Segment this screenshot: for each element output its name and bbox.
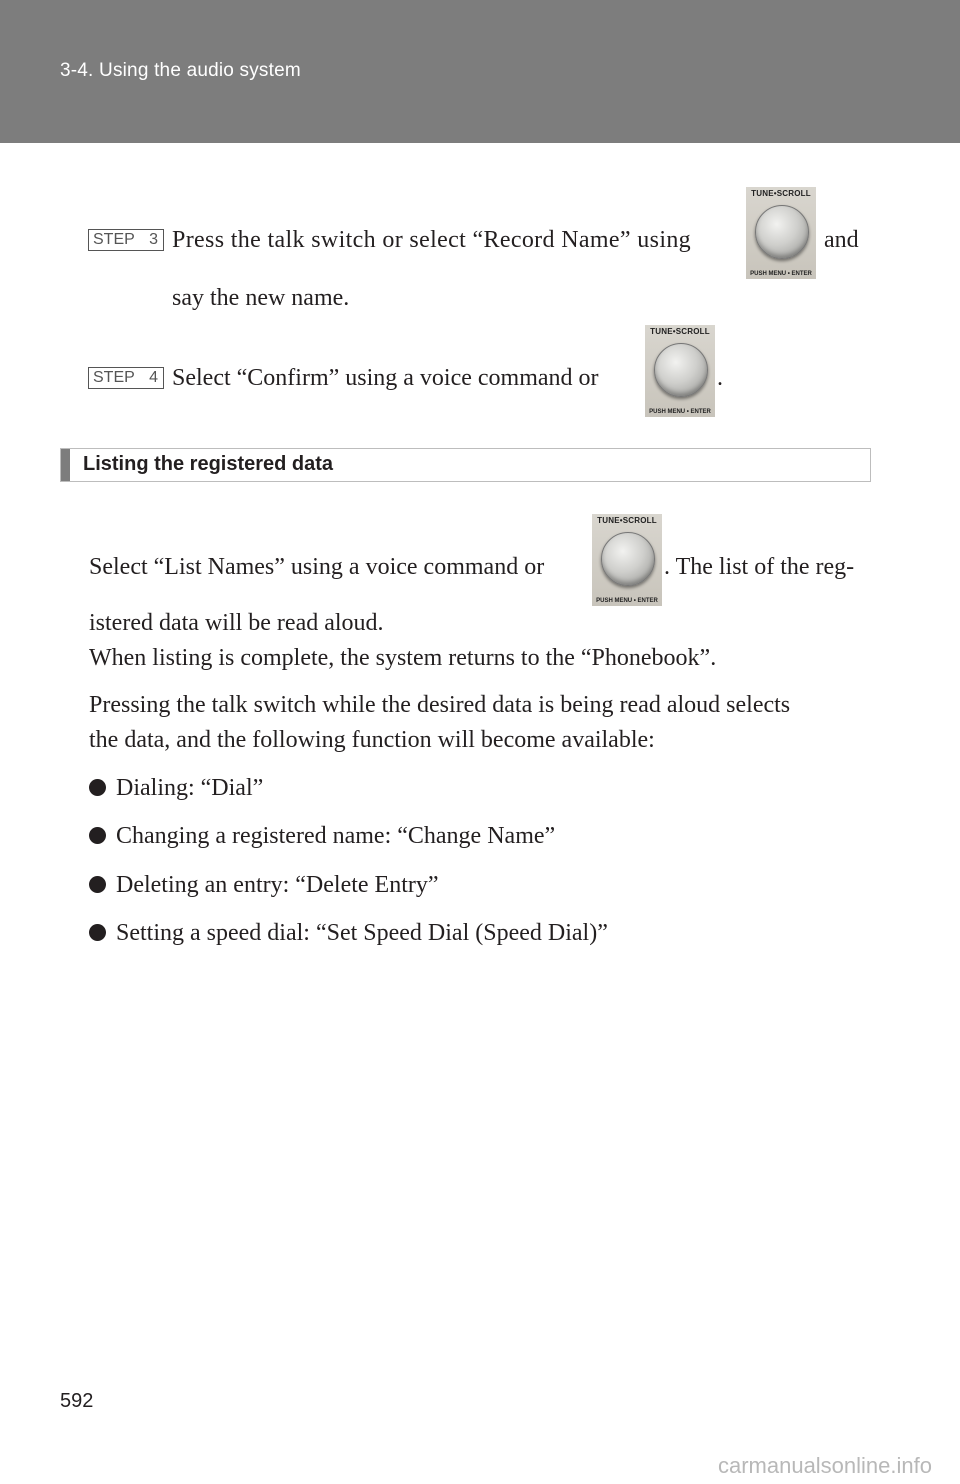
step-label: STEP: [93, 231, 135, 248]
tune-scroll-knob-icon: [645, 325, 715, 417]
list-item: Setting a speed dial: “Set Speed Dial (Speed Dial)”: [89, 918, 608, 948]
para1-line1: Select “List Names” using a voice command or: [89, 554, 545, 580]
tune-scroll-knob-icon: [746, 187, 816, 279]
section-title: 3-4. Using the audio system: [60, 60, 301, 81]
knob-top-label: TUNE•SCROLL: [597, 516, 657, 525]
step-3-text-line1: Press the talk switch or select “Record Name” using: [172, 227, 692, 253]
para1-line2: istered data will be read aloud.: [89, 610, 384, 636]
knob-dial: [601, 532, 655, 586]
list-item: Changing a registered name: “Change Name”: [89, 821, 555, 851]
step-number: 3: [149, 231, 158, 248]
step-label: STEP: [93, 369, 135, 386]
step-number: 4: [149, 369, 158, 386]
watermark: carmanualsonline.info: [717, 1453, 932, 1478]
knob-top-label: TUNE•SCROLL: [650, 327, 710, 336]
list-item: Deleting an entry: “Delete Entry”: [89, 870, 439, 900]
para2: When listing is complete, the system returns to the “Phonebook”.: [89, 645, 717, 671]
step-3-badge: [88, 229, 164, 251]
bullet-icon: [89, 827, 106, 844]
knob-dial: [654, 343, 708, 397]
knob-top-label: TUNE•SCROLL: [751, 189, 811, 198]
section-heading: Listing the registered data: [83, 453, 334, 475]
step-4-text-after: .: [717, 365, 723, 391]
knob-bottom-label: PUSH MENU • ENTER: [649, 409, 711, 415]
page-number: 592: [60, 1390, 94, 1412]
tune-scroll-knob-icon: [592, 514, 662, 606]
knob-bottom-label: PUSH MENU • ENTER: [750, 271, 812, 277]
section-heading-box: [60, 448, 871, 482]
page-header: [0, 0, 960, 143]
step-3-text-after: and: [824, 227, 859, 253]
para3-line2: the data, and the following function will become available:: [89, 727, 655, 753]
step-3-text-line2: say the new name.: [172, 285, 350, 311]
heading-accent-bar: [61, 449, 70, 481]
para1-line1-after: . The list of the reg-: [664, 554, 855, 580]
step-4-text-line1: Select “Confirm” using a voice command or: [172, 365, 599, 391]
bullet-icon: [89, 924, 106, 941]
para3-line1: Pressing the talk switch while the desired data is being read aloud selects: [89, 692, 791, 718]
bullet-icon: [89, 779, 106, 796]
step-4-badge: [88, 367, 164, 389]
knob-bottom-label: PUSH MENU • ENTER: [596, 598, 658, 604]
list-item: Dialing: “Dial”: [89, 773, 263, 803]
bullet-icon: [89, 876, 106, 893]
knob-dial: [755, 205, 809, 259]
